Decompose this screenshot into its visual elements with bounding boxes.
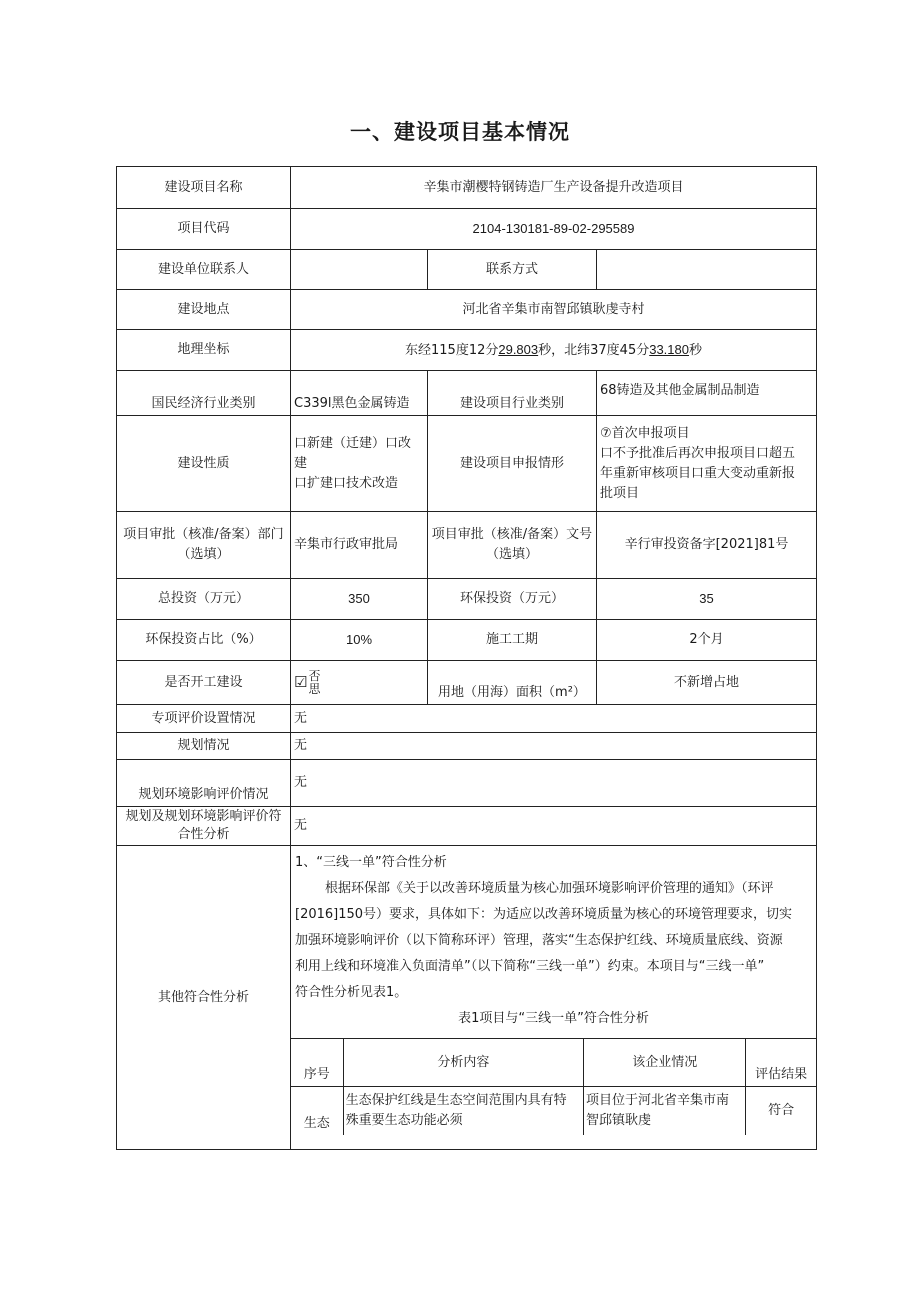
nature-options: 口新建（迁建）口改 建 口扩建口技术改造 xyxy=(291,416,428,512)
project-code-value: 2104-130181-89-02-295589 xyxy=(291,209,817,250)
total-investment-label: 总投资（万元） xyxy=(117,579,291,620)
industry-category-label: 国民经济行业类别 xyxy=(117,371,291,416)
other-conformity-content xyxy=(291,846,817,1150)
contact-person-label: 建设单位联系人 xyxy=(117,250,291,290)
table-caption: 表1项目与“三线一单”符合性分析 xyxy=(458,1011,649,1026)
coordinates-label: 地理坐标 xyxy=(117,330,291,371)
header-situation: 该企业情况 xyxy=(584,1039,746,1087)
header-seq: 序号 xyxy=(291,1039,343,1087)
analysis-heading: 1、“三线一单”符合性分析 xyxy=(295,855,447,870)
planning-conformity-value: 无 xyxy=(291,807,817,846)
page-title: 一、建设项目基本情况 xyxy=(350,120,570,144)
env-ratio-value: 10% xyxy=(291,620,428,661)
approval-dept-value: 辛集市行政审批局 xyxy=(291,512,428,579)
contact-method-label: 联系方式 xyxy=(428,250,597,290)
started-options: ☑ 否 思 xyxy=(291,661,428,705)
other-conformity-label: 其他符合性分析 xyxy=(117,846,291,1150)
approval-docno-label: 项目审批（核准/备案）文号（选填） xyxy=(428,512,597,579)
industry-category-value: C339l黑色金属铸造 xyxy=(291,371,428,416)
project-name-label: 建设项目名称 xyxy=(117,167,291,209)
special-eval-value: 无 xyxy=(291,705,817,733)
contact-person-value xyxy=(291,250,428,290)
basic-info-table xyxy=(116,166,817,1150)
planning-env-label: 规划环境影响评价情况 xyxy=(117,760,291,807)
project-code-label: 项目代码 xyxy=(117,209,291,250)
location-label: 建设地点 xyxy=(117,290,291,330)
checked-box-icon: ☑ xyxy=(294,673,308,691)
construction-period-label: 施工工期 xyxy=(428,620,597,661)
row-situation: 项目位于河北省辛集市南 智邱镇耿虔 xyxy=(584,1087,746,1135)
row-seq: 生态 xyxy=(291,1087,343,1135)
apply-situation-label: 建设项目申报情形 xyxy=(428,416,597,512)
row-content: 生态保护红线是生态空间范围内具有特 殊重要生态功能必须 xyxy=(343,1087,583,1135)
analysis-paragraph: 根据环保部《关于以改善环境质量为核心加强环境影响评价管理的通知》（环评 [2016]150号）要求，具体如下：为适应以改善环境质量为核心的环境管理要求，切实 加强环境影响评价（以下简称环评）管理，落实“生态保护红线、环境质量底线、资源 利用上线和环境准入负面清单”（以下简称“三线一单”）约束。本项目与“三线一单” 符合性分析见表1。 xyxy=(295,881,793,1000)
planning-conformity-label: 规划及规划环境影响评价符合性分析 xyxy=(117,807,291,846)
row-result: 符合 xyxy=(746,1087,816,1135)
project-name-value: 辛集市潮樱特钢铸造厂生产设备提升改造项目 xyxy=(291,167,817,209)
project-industry-value: 68铸造及其他金属制品制造 xyxy=(597,371,817,416)
approval-dept-label: 项目审批（核准/备案）部门（选填） xyxy=(117,512,291,579)
three-lines-table xyxy=(291,1038,816,1135)
land-area-value: 不新增占地 xyxy=(597,661,817,705)
location-value: 河北省辛集市南智邱镇耿虔寺村 xyxy=(291,290,817,330)
planning-value: 无 xyxy=(291,733,817,760)
env-investment-value: 35 xyxy=(597,579,817,620)
construction-period-value: 2个月 xyxy=(597,620,817,661)
approval-docno-value: 辛行审投资备字[2021]81号 xyxy=(597,512,817,579)
apply-situation-options: ⑦首次申报项目 口不予批准后再次申报项目口超五 年重新审核项目口重大变动重新报 批项目 xyxy=(597,416,817,512)
planning-env-value: 无 xyxy=(291,760,817,807)
land-area-label: 用地（用海）面积（m²） xyxy=(428,661,597,705)
total-investment-value: 350 xyxy=(291,579,428,620)
coordinates-value: 东经115度12分29.803秒，北纬37度45分33.180秒 xyxy=(291,330,817,371)
started-label: 是否开工建设 xyxy=(117,661,291,705)
header-content: 分析内容 xyxy=(343,1039,583,1087)
nature-label: 建设性质 xyxy=(117,416,291,512)
env-investment-label: 环保投资（万元） xyxy=(428,579,597,620)
project-industry-label: 建设项目行业类别 xyxy=(428,371,597,416)
header-result: 评估结果 xyxy=(746,1039,816,1087)
env-ratio-label: 环保投资占比（%） xyxy=(117,620,291,661)
planning-label: 规划情况 xyxy=(117,733,291,760)
contact-method-value xyxy=(597,250,817,290)
special-eval-label: 专项评价设置情况 xyxy=(117,705,291,733)
